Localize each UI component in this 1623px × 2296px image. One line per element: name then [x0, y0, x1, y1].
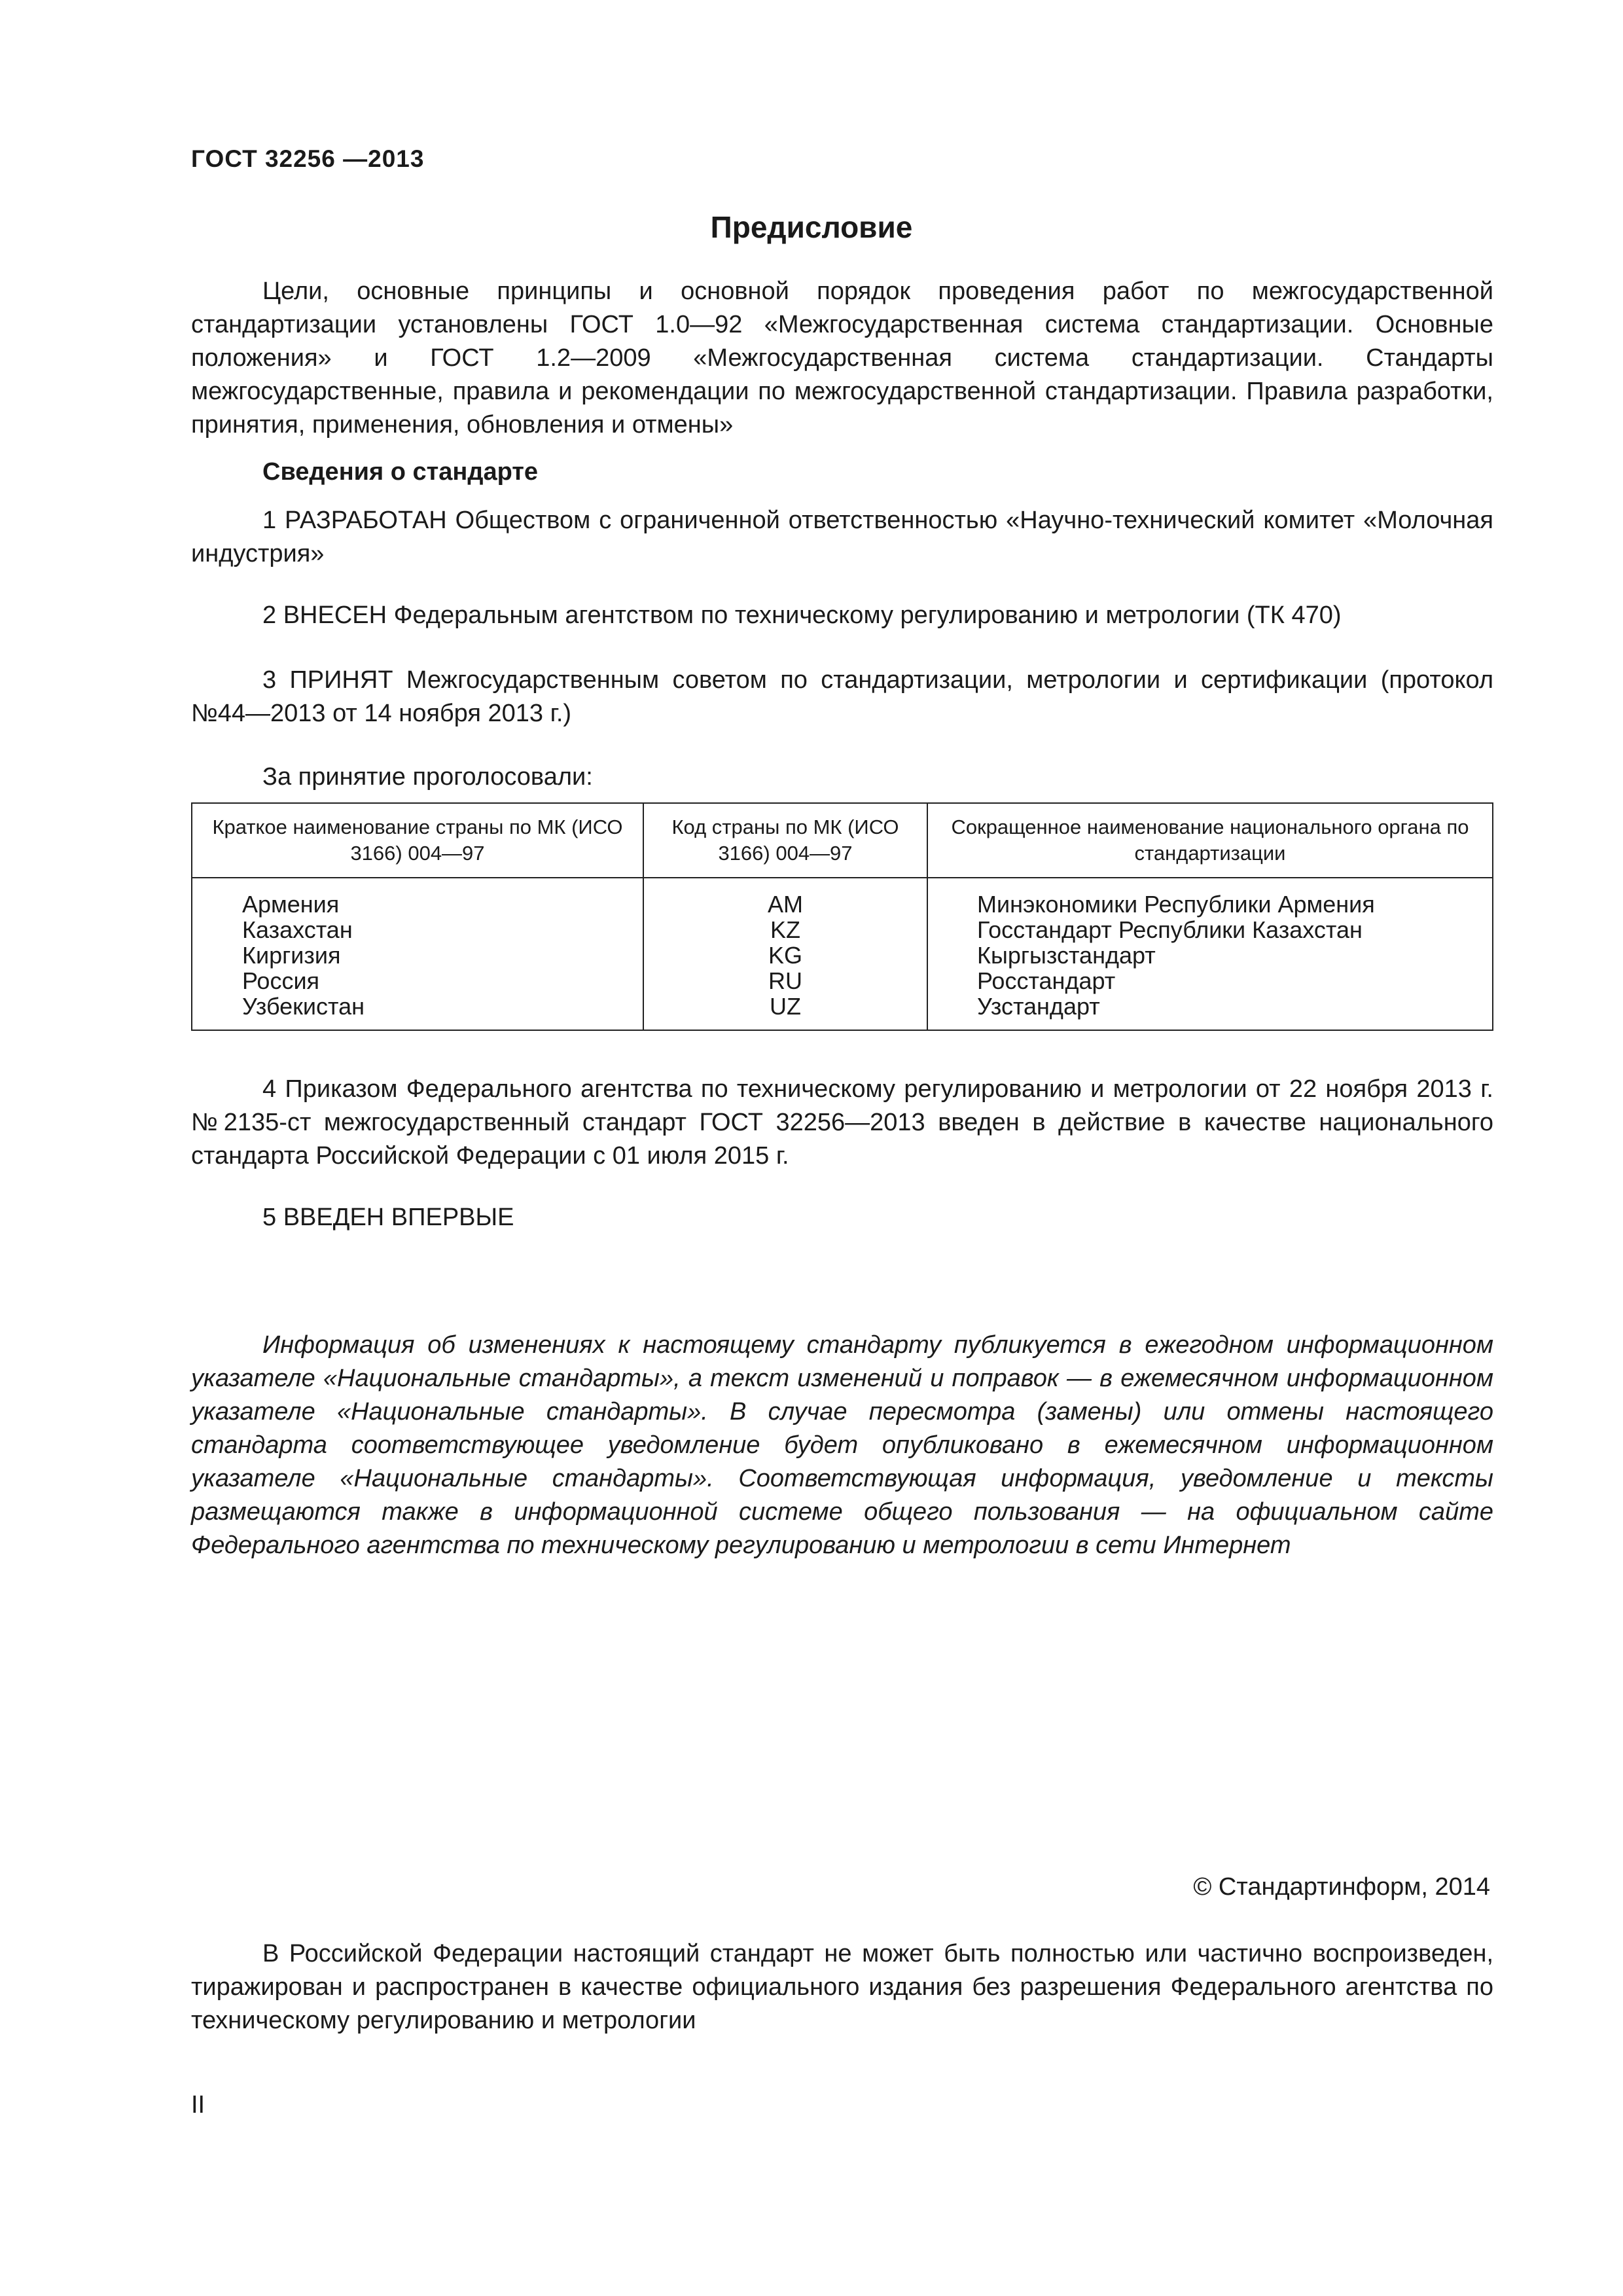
cell-body: Узстандарт	[927, 994, 1493, 1030]
item-order: 4 Приказом Федерального агентства по техническому регулированию и метрологии от 22 ноября 2013 г. №2135-ст межгосударственный стандарт ГОСТ 32256—2013 введен в действие в качестве национального стандарта Российской Федерации с 01 июля 2015 г.	[191, 1075, 1493, 1170]
item-first-time: 5 ВВЕДЕН ВПЕРВЫЕ	[262, 1204, 514, 1231]
cell-code: KZ	[643, 917, 927, 942]
item-introduced: 2 ВНЕСЕН Федеральным агентством по техническому регулированию и метрологии (ТК 470)	[262, 601, 1342, 629]
notice-paragraph: Информация об изменениях к настоящему стандарту публикуется в ежегодном информационном указателе «Национальные стандарты», а текст изменений и поправок — в ежемесячном информационном указателе «Национальные стандарты». В случае пересмотра (замены) или отмены настоящего стандарта соответствующее уведомление будет опубликовано в ежемесячном информационном указателе «Национальные стандарты». Соответствующая информация, уведомление и тексты размещаются также в информационной системе общего пользования — на официальном сайте Федерального агентства по техническому регулированию и метрологии в сети Интернет	[191, 1331, 1493, 1559]
page-title: Предисловие	[710, 210, 913, 244]
cell-code: RU	[643, 968, 927, 994]
copyright: © Стандартинформ, 2014	[1193, 1873, 1490, 1901]
cell-country: Киргизия	[192, 942, 643, 968]
item-adopted: 3 ПРИНЯТ Межгосударственным советом по стандартизации, метрологии и сертификации (протокол №44—2013 от 14 ноября 2013 г.)	[191, 666, 1493, 727]
cell-country: Россия	[192, 968, 643, 994]
cell-body: Минэкономики Республики Армения	[927, 878, 1493, 917]
voting-table	[191, 802, 1493, 1031]
header-country: Краткое наименование страны по МК (ИСО 3166) 004—97	[192, 803, 643, 878]
intro-paragraph: Цели, основные принципы и основной порядок проведения работ по межгосударственной стандартизации установлены ГОСТ 1.0—92 «Межгосударственная система стандартизации. Основные положения» и ГОСТ 1.2—2009 «Межгосударственная система стандартизации. Стандарты межгосударственные, правила и рекомендации по межгосударственной стандартизации. Правила разработки, принятия, применения, обновления и отмены»	[191, 278, 1493, 439]
cell-body: Кыргызстандарт	[927, 942, 1493, 968]
section-title: Сведения о стандарте	[262, 458, 539, 486]
cell-body: Госстандарт Республики Казахстан	[927, 917, 1493, 942]
table-row	[192, 968, 1493, 994]
cell-code: KG	[643, 942, 927, 968]
cell-country: Армения	[192, 878, 643, 917]
cell-code: AM	[643, 878, 927, 917]
cell-country: Узбекистан	[192, 994, 643, 1030]
votes-label: За принятие проголосовали:	[262, 763, 593, 791]
document-code: ГОСТ 32256 —2013	[191, 145, 425, 172]
page-number: II	[191, 2091, 205, 2119]
item-developed: 1 РАЗРАБОТАН Обществом с ограниченной ответственностью «Научно-технический комитет «Молочная индустрия»	[191, 507, 1493, 567]
restriction-paragraph: В Российской Федерации настоящий стандарт не может быть полностью или частично воспроизведен, тиражирован и распространен в качестве официального издания без разрешения Федерального агентства по техническому регулированию и метрологии	[191, 1940, 1493, 2034]
cell-country: Казахстан	[192, 917, 643, 942]
table-row	[192, 917, 1493, 942]
table-header-row	[192, 803, 1493, 878]
table-row	[192, 942, 1493, 968]
cell-code: UZ	[643, 994, 927, 1030]
table-row	[192, 994, 1493, 1030]
header-code: Код страны по МК (ИСО 3166) 004—97	[643, 803, 927, 878]
cell-body: Росстандарт	[927, 968, 1493, 994]
header-body: Сокращенное наименование национального органа по стандартизации	[927, 803, 1493, 878]
table-row	[192, 878, 1493, 917]
